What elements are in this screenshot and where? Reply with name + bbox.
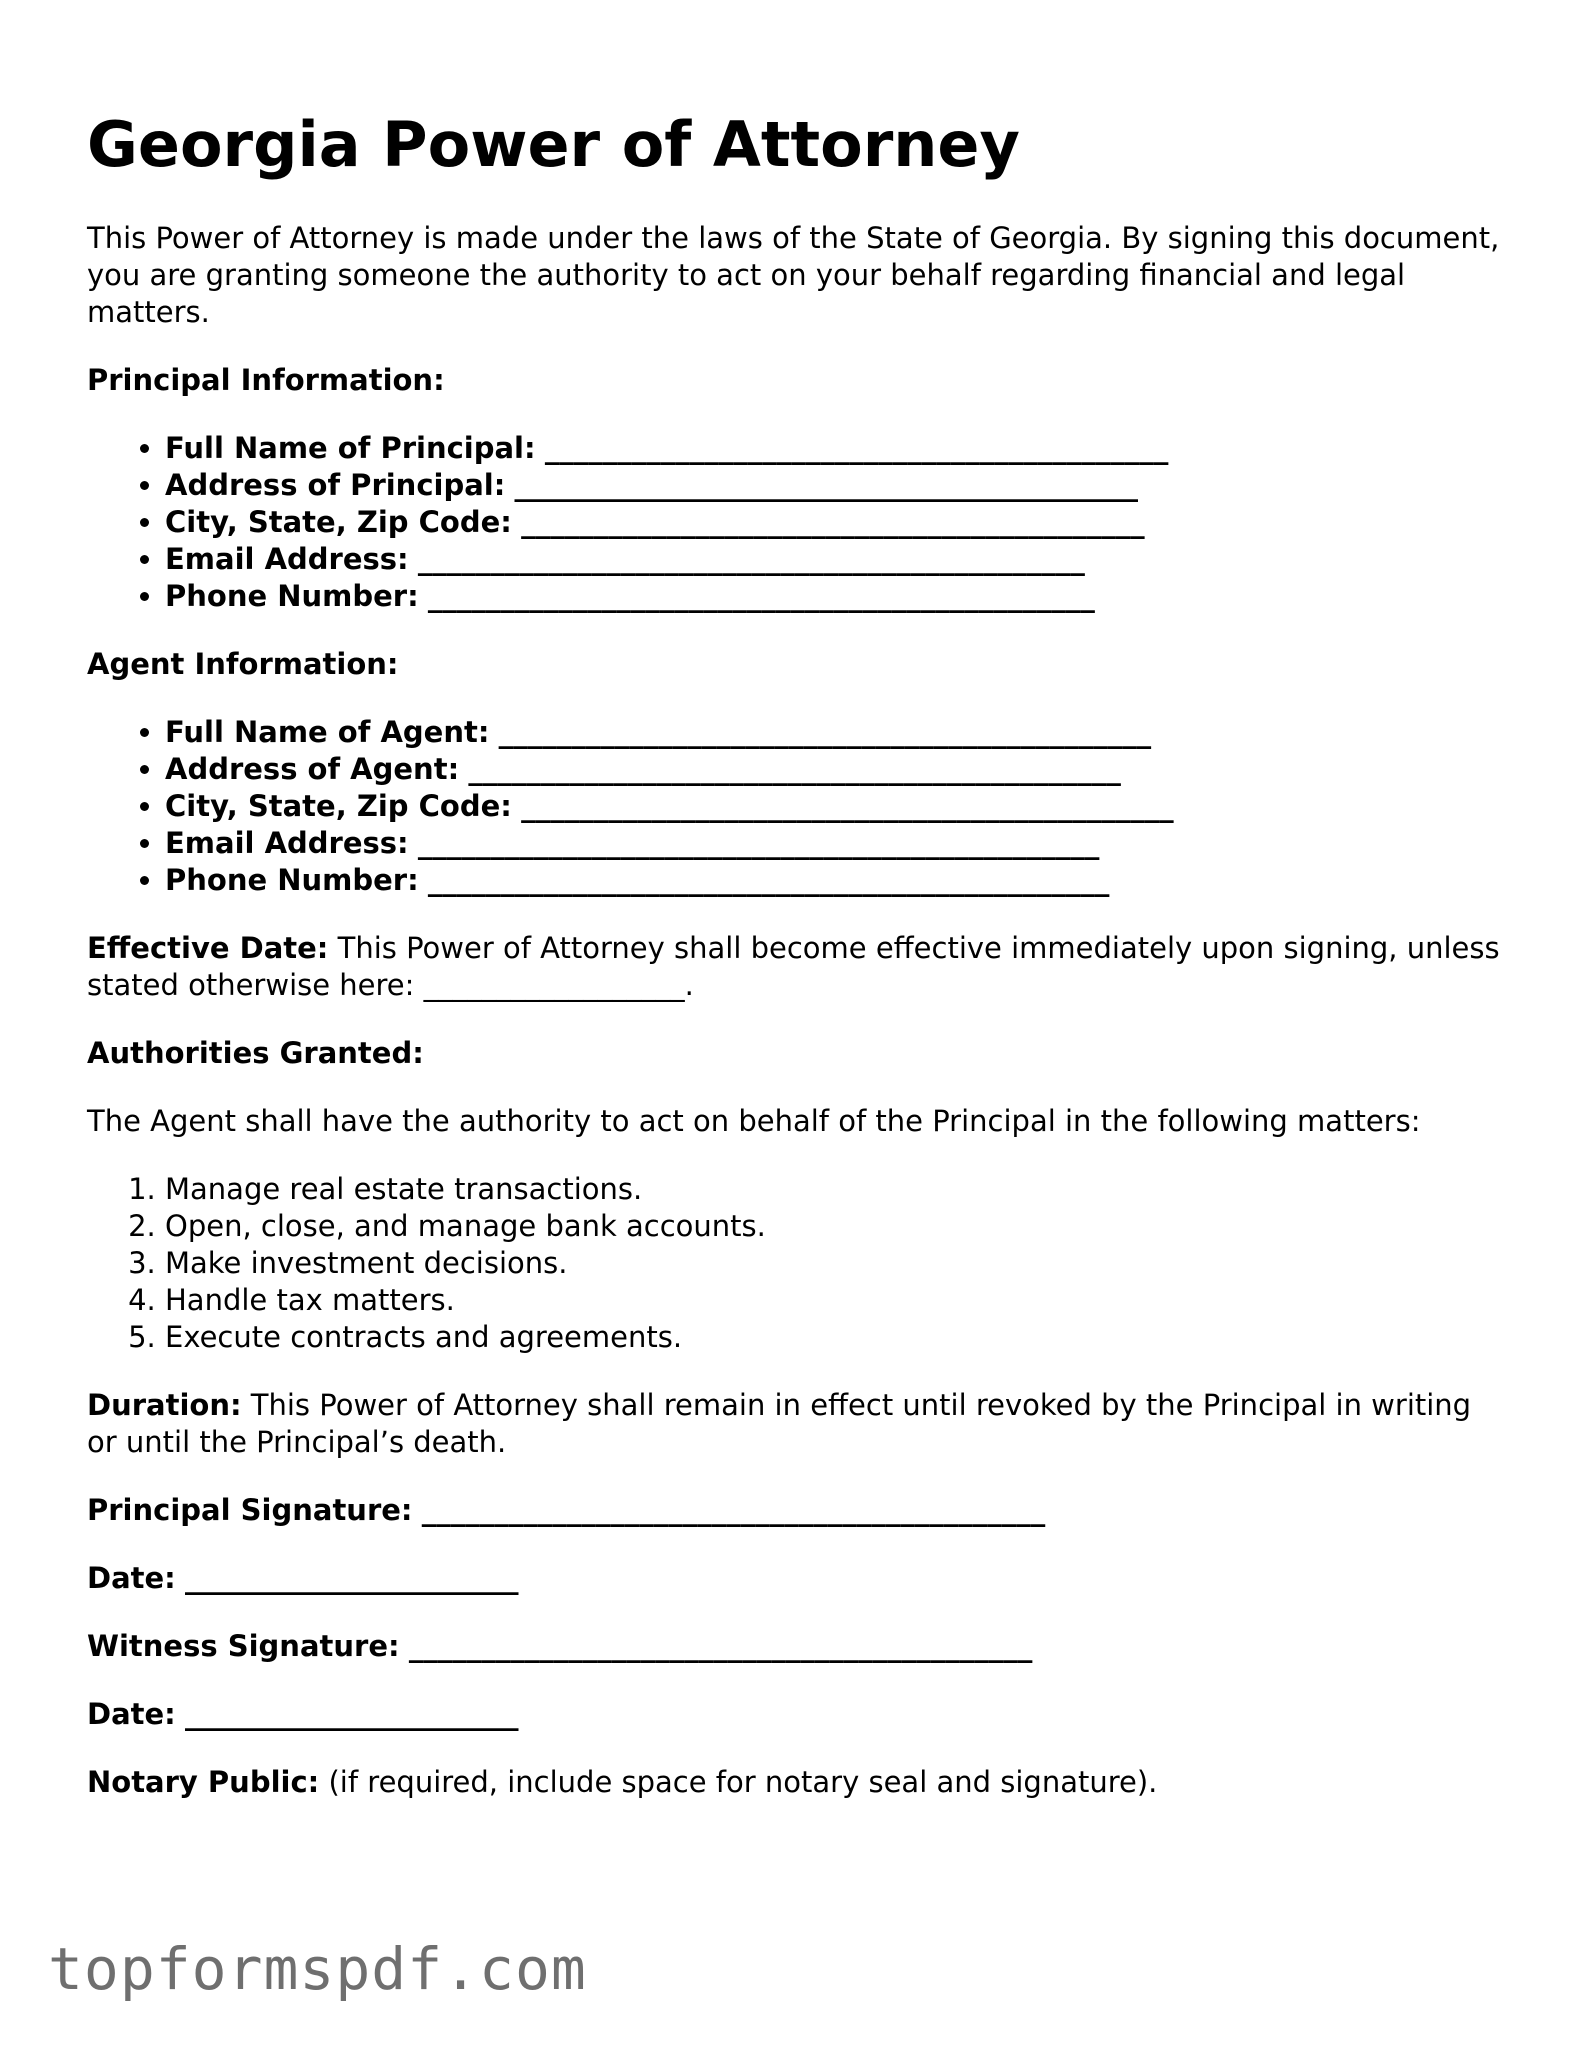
blank-line: _____________________________________________	[498, 715, 1152, 750]
field-label: City, State, Zip Code:	[165, 789, 512, 824]
duration-label: Duration:	[87, 1388, 242, 1423]
list-item	[165, 788, 1507, 825]
effective-date-paragraph	[87, 930, 1507, 1004]
blank-line: ___________________________________________	[421, 1493, 1046, 1528]
duration-text: This Power of Attorney shall remain in effect until revoked by the Principal in writing or until the Principal’s death.	[87, 1388, 1472, 1460]
field-label: Email Address:	[165, 826, 409, 861]
list-item: 1. Manage real estate transactions.	[165, 1171, 1507, 1208]
agent-fields-list	[87, 714, 1507, 899]
principal-heading: Principal Information:	[87, 363, 445, 398]
blank-line: _______________________	[185, 1561, 519, 1596]
effective-date-text: This Power of Attorney shall become effective immediately upon signing, unless stated otherwise here: __________________.	[87, 931, 1500, 1003]
principal-signature-label: Principal Signature:	[87, 1493, 413, 1528]
authorities-heading: Authorities Granted:	[87, 1036, 424, 1071]
duration-paragraph	[87, 1387, 1507, 1461]
blank-line: ___________________________________________	[521, 505, 1145, 540]
blank-line: _______________________________________________	[417, 826, 1100, 861]
blank-line: _____________________________________________	[521, 789, 1174, 824]
blank-line: _____________________________________________	[468, 752, 1121, 787]
list-item	[165, 714, 1507, 751]
authorities-intro: The Agent shall have the authority to act on behalf of the Principal in the following matters:	[87, 1104, 1421, 1139]
document-title: Georgia Power of Attorney	[87, 108, 1020, 181]
blank-line: ___________________________________________	[408, 1629, 1033, 1664]
list-item	[165, 467, 1507, 504]
date-label: Date:	[87, 1697, 176, 1732]
field-label: Full Name of Principal:	[165, 431, 536, 466]
field-label: Address of Principal:	[165, 468, 506, 503]
blank-line: ______________________________________________	[417, 542, 1085, 577]
authorities-list	[87, 1171, 1507, 1356]
blank-line: _______________________________________________	[427, 863, 1110, 898]
field-label: City, State, Zip Code:	[165, 505, 512, 540]
intro-paragraph: This Power of Attorney is made under the laws of the State of Georgia. By signing this document, you are granting someone the authority to act on your behalf regarding financial and legal matters.	[87, 221, 1500, 330]
principal-signature-line	[87, 1492, 1507, 1529]
list-item: 2. Open, close, and manage bank accounts.	[165, 1208, 1507, 1245]
blank-line: ______________________________________________	[427, 579, 1095, 614]
date-label: Date:	[87, 1561, 176, 1596]
date-line-1	[87, 1560, 1507, 1597]
field-label: Phone Number:	[165, 579, 419, 614]
principal-fields-list	[87, 430, 1507, 615]
list-item	[165, 862, 1507, 899]
list-item	[165, 541, 1507, 578]
blank-line: ___________________________________________	[514, 468, 1139, 503]
list-item: 3. Make investment decisions.	[165, 1245, 1507, 1282]
field-label: Full Name of Agent:	[165, 715, 490, 750]
field-label: Phone Number:	[165, 863, 419, 898]
effective-date-label: Effective Date:	[87, 931, 329, 966]
document-page	[87, 100, 1507, 1832]
agent-heading: Agent Information:	[87, 647, 399, 682]
list-item: 5. Execute contracts and agreements.	[165, 1319, 1507, 1356]
list-item: 4. Handle tax matters.	[165, 1282, 1507, 1319]
list-item	[165, 578, 1507, 615]
notary-paragraph	[87, 1764, 1507, 1801]
field-label: Address of Agent:	[165, 752, 460, 787]
witness-signature-label: Witness Signature:	[87, 1629, 400, 1664]
date-line-2	[87, 1696, 1507, 1733]
list-item	[165, 430, 1507, 467]
list-item	[165, 504, 1507, 541]
site-watermark: topformspdf.com	[48, 1935, 587, 2003]
blank-line: ___________________________________________	[544, 431, 1169, 466]
field-label: Email Address:	[165, 542, 409, 577]
list-item	[165, 825, 1507, 862]
notary-text: (if required, include space for notary seal and signature).	[319, 1765, 1158, 1800]
notary-label: Notary Public:	[87, 1765, 320, 1800]
blank-line: _______________________	[185, 1697, 519, 1732]
witness-signature-line	[87, 1628, 1507, 1665]
list-item	[165, 751, 1507, 788]
